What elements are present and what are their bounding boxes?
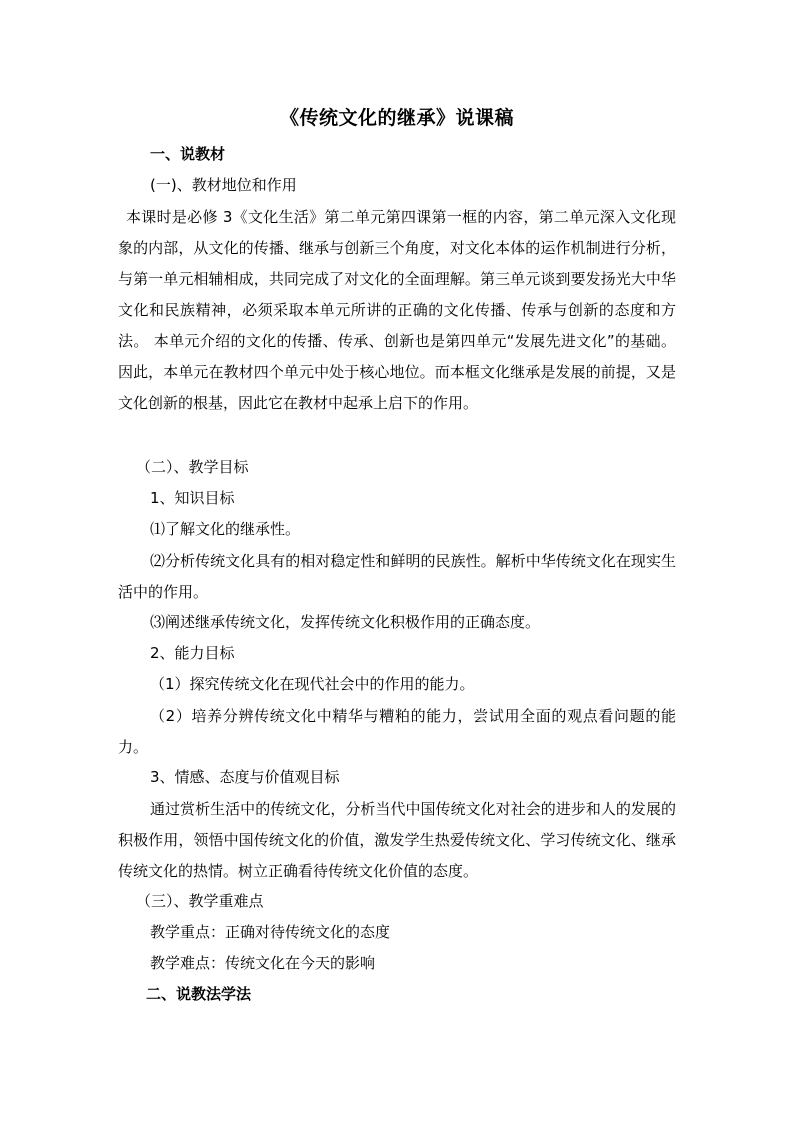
ability-item-1: （1）探究传统文化在现代社会中的作用的能力。 — [150, 675, 475, 693]
knowledge-item-1: ⑴了解文化的继承性。 — [150, 520, 301, 538]
difficult-point: 教学难点：传统文化在今天的影响 — [150, 954, 376, 972]
subheading-teaching-goals: （二）、教学目标 — [136, 458, 249, 476]
section-heading-textbook: 一、说教材 — [150, 145, 226, 163]
heading-emotion-goals: 3、情感、态度与价值观目标 — [150, 768, 340, 786]
document-title: 《传统文化的继承》说课稿 — [279, 107, 514, 129]
heading-ability-goals: 2、能力目标 — [150, 644, 235, 662]
knowledge-item-3: ⑶阐述继承传统文化，发挥传统文化积极作用的正确态度。 — [150, 613, 541, 631]
ability-item-2: （2）培养分辨传统文化中精华与糟粕的能力，尝试用全面的观点看问题的能力。 — [118, 707, 676, 756]
key-point: 教学重点：正确对待传统文化的态度 — [150, 923, 391, 941]
heading-knowledge-goals: 1、知识目标 — [150, 489, 235, 507]
subheading-textbook-role: (一)、教材地位和作用 — [150, 176, 297, 194]
knowledge-item-2: ⑵分析传统文化具有的相对稳定性和鲜明的民族性。解析中华传统文化在现实生活中的作用。 — [118, 552, 676, 601]
subheading-key-difficult-points: （三）、教学重难点 — [136, 892, 264, 910]
section-heading-teaching-methods: 二、说教法学法 — [146, 985, 252, 1003]
paragraph-textbook-role: 本课时是必修 3《文化生活》第二单元第四课第一框的内容，第二单元深入文化现象的内部，从文化的传播、继承与创新三个角度，对文化本体的运作机制进行分析， 与第一单元相辅相成，共同完成了对文化的全面理解。第三单元谈到要发扬光大中华文化和民族精神，必须采取本单元所讲的正确的文化传播、传承与创新的态度和方法。 本单元介绍的文化的传播、传承、创新也是第四单元“发展先进文化”的基础。 因此，本单元在教材四个单元中处于核心地位。而本框文化继承是发展的前提，又是文化创新的根基，因此它在教材中起承上启下的作用。 — [118, 208, 676, 412]
paragraph-emotion-goals: 通过赏析生活中的传统文化，分析当代中国传统文化对社会的进步和人的发展的积极作用，领悟中国传统文化的价值，激发学生热爱传统文化、学习传统文化、继承传统文化的热情。树立正确看待传统文化价值的态度。 — [118, 800, 676, 880]
